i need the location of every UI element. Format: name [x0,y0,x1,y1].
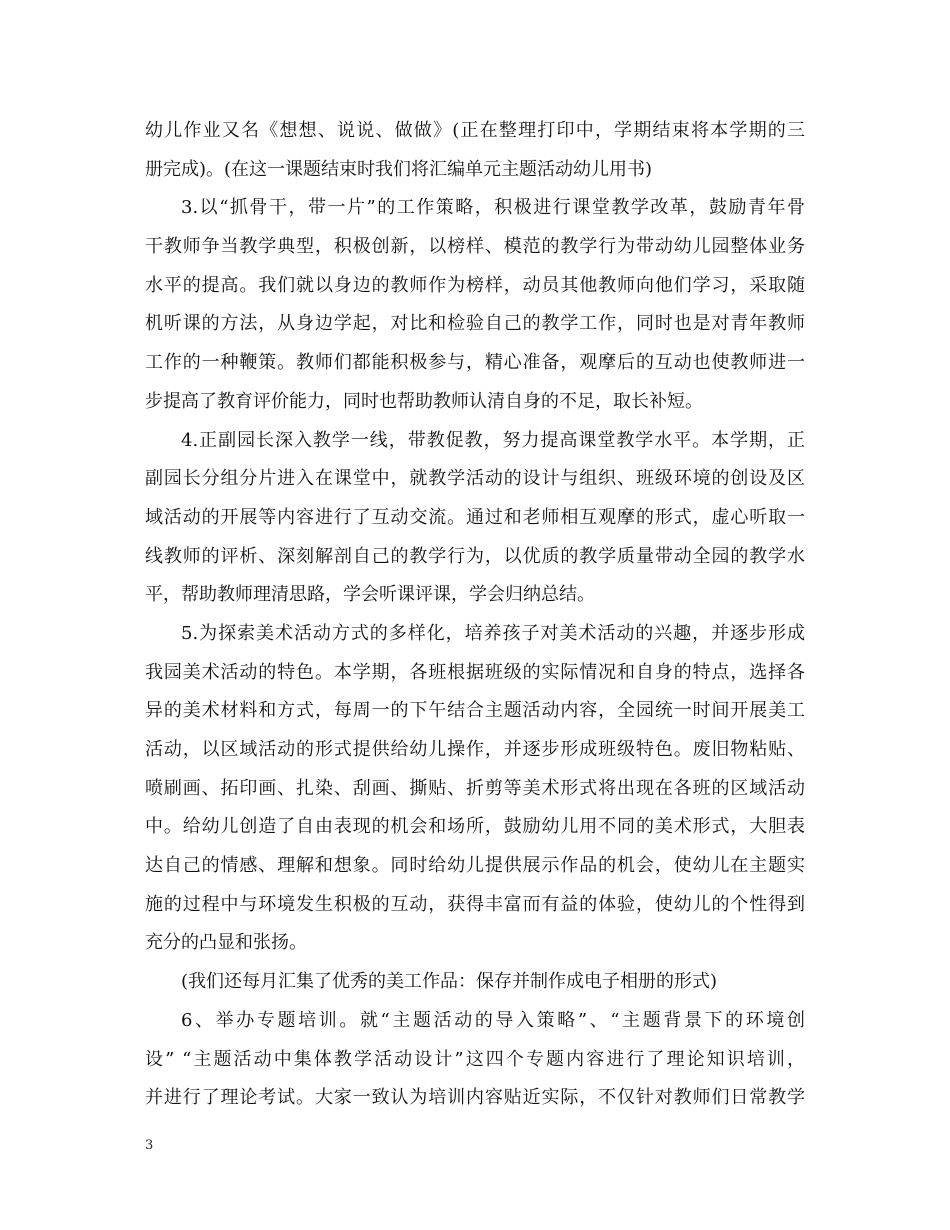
text-line: 5.为探索美术活动方式的多样化，培养孩子对美术活动的兴趣，并逐步形成 [181,622,805,644]
text-line: 我园美术活动的特色。本学期，各班根据班级的实际情况和自身的特点，选择各 [145,661,805,683]
document-body [145,112,805,1118]
text-line: 6、举办专题培训。就“主题活动的导入策略”、“主题背景下的环境创 [181,1009,805,1031]
text-line: (我们还每月汇集了优秀的美工作品：保存并制作成电子相册的形式) [181,971,718,993]
text-line: 施的过程中与环境发生积极的互动，获得丰富而有益的体验，使幼儿的个性得到 [145,893,805,915]
text-line: 活动，以区域活动的形式提供给幼儿操作，并逐步形成班级特色。废旧物粘贴、 [145,739,805,760]
text-line: 册完成)。(在这一课题结束时我们将汇编单元主题活动幼儿用书) [145,158,653,180]
page-number: 3 [145,1138,154,1153]
text-line: 充分的凸显和张扬。 [145,932,307,954]
text-line: 设” “主题活动中集体教学活动设计”这四个专题内容进行了理论知识培训， [145,1048,805,1070]
text-line: 域活动的开展等内容进行了互动交流。通过和老师相互观摩的形式，虚心听取一 [145,506,805,528]
text-line: 步提高了教育评价能力，同时也帮助教师认清自身的不足，取长补短。 [145,390,703,412]
text-line: 幼儿作业又名《想想、说说、做做》(正在整理打印中，学期结束将本学期的三 [145,120,805,141]
text-line: 达自己的情感、理解和想象。同时给幼儿提供展示作品的机会，使幼儿在主题实 [145,855,805,877]
text-line: 喷刷画、拓印画、扎染、刮画、撕贴、折剪等美术形式将出现在各班的区域活动 [145,777,805,799]
text-line: 水平的提高。我们就以身边的教师作为榜样，动员其他教师向他们学习，采取随 [145,274,805,296]
text-line: 副园长分组分片进入在课堂中，就教学活动的设计与组织、班级环境的创设及区 [145,468,805,490]
text-line: 中。给幼儿创造了自由表现的机会和场所，鼓励幼儿用不同的美术形式，大胆表 [145,816,805,838]
text-line: 机听课的方法，从身边学起，对比和检验自己的教学工作，同时也是对青年教师 [145,313,805,335]
text-line: 4.正副园长深入教学一线，带教促教，努力提高课堂教学水平。本学期，正 [181,429,805,451]
text-line: 3.以“抓骨干，带一片”的工作策略，积极进行课堂教学改革，鼓励青年骨 [181,197,805,219]
text-line: 工作的一种鞭策。教师们都能积极参与，精心准备，观摩后的互动也使教师进一 [145,352,805,374]
text-line: 干教师争当教学典型，积极创新，以榜样、模范的教学行为带动幼儿园整体业务 [145,236,805,258]
text-line: 线教师的评析、深刻解剖自己的教学行为，以优质的教学质量带动全园的教学水 [145,545,805,567]
text-line: 平，帮助教师理清思路，学会听课评课，学会归纳总结。 [145,584,595,606]
text-line: 异的美术材料和方式，每周一的下午结合主题活动内容，全园统一时间开展美工 [145,700,805,722]
text-line: 并进行了理论考试。大家一致认为培训内容贴近实际，不仅针对教师们日常教学 [145,1087,805,1109]
